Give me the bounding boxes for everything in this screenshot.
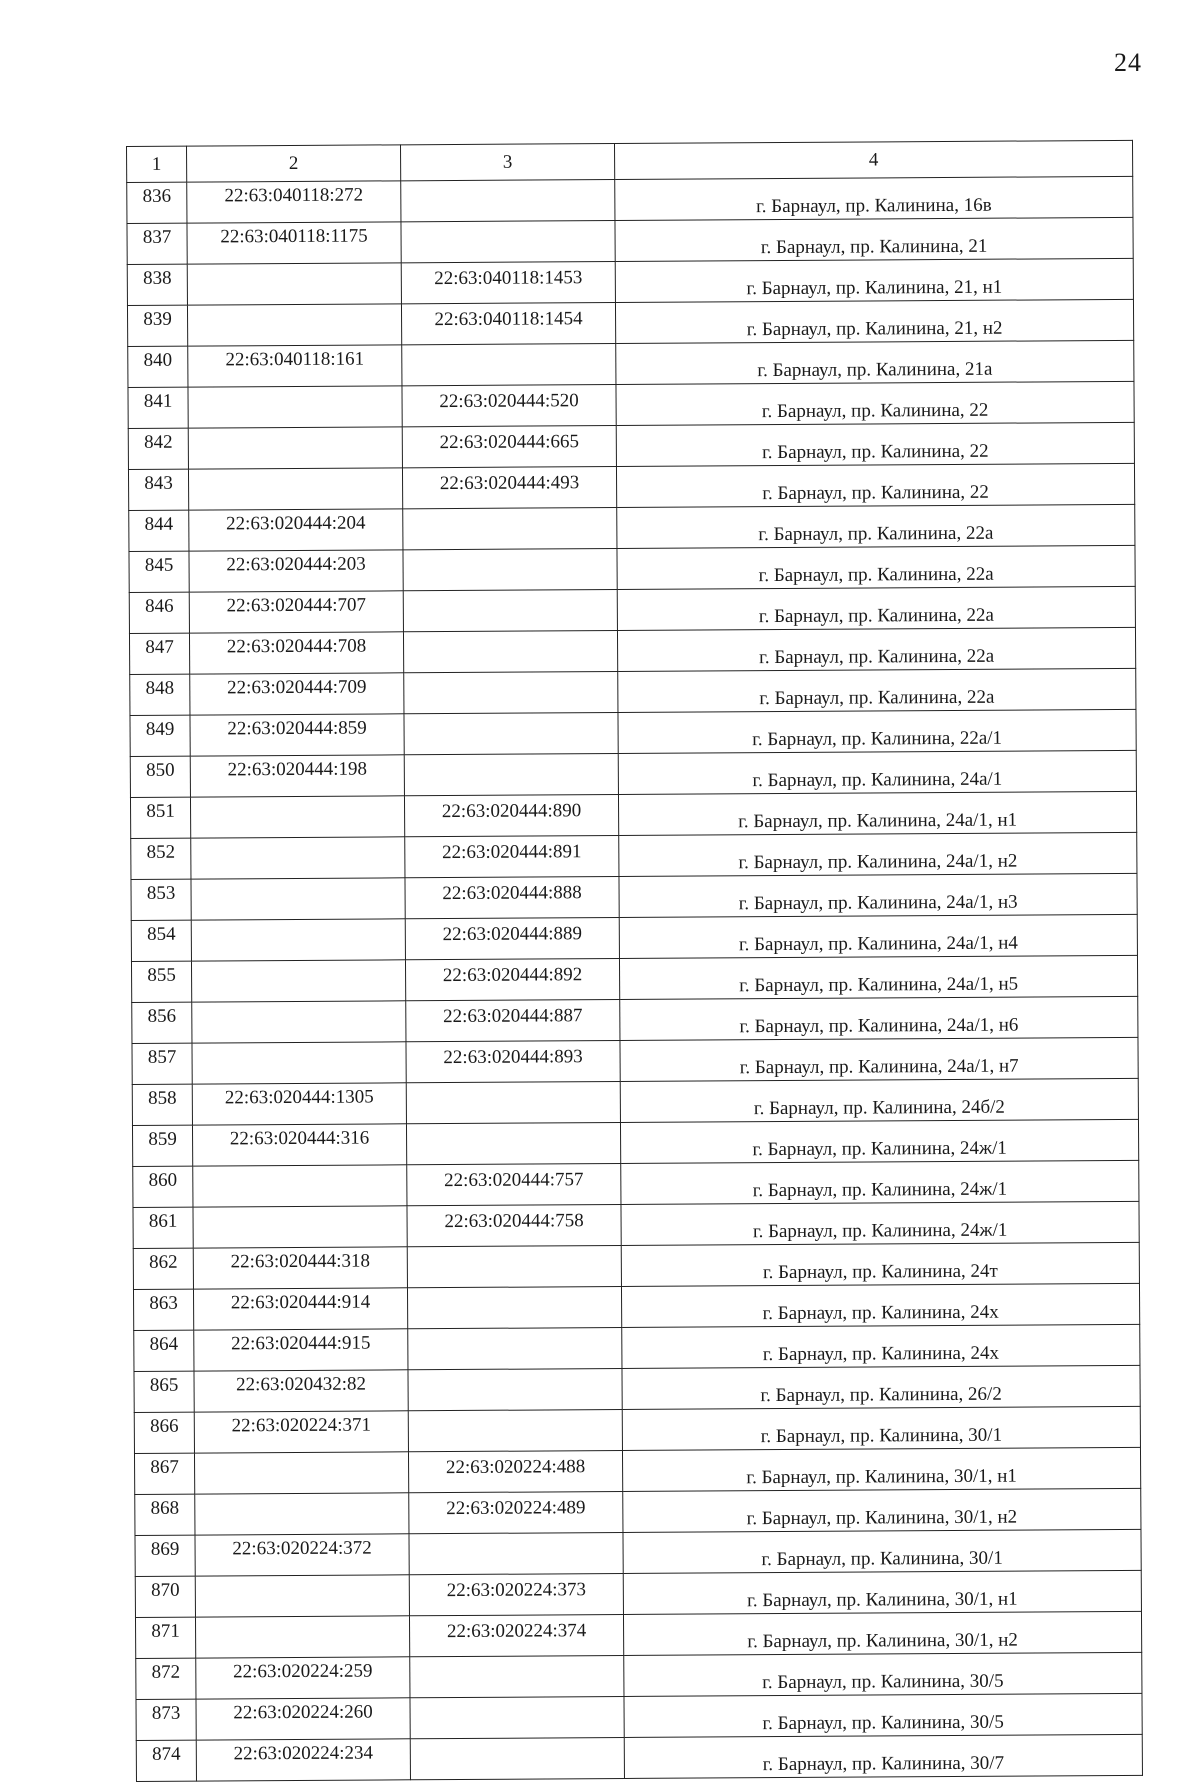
address-cell: г. Барнаул, пр. Калинина, 30/5 bbox=[624, 1693, 1142, 1737]
row-number-cell: 850 bbox=[130, 756, 190, 797]
land-cadastral-number-cell bbox=[188, 386, 402, 428]
column-header-2: 2 bbox=[187, 145, 401, 182]
table-row bbox=[128, 381, 1134, 428]
row-number-cell: 845 bbox=[129, 551, 189, 592]
table-row bbox=[129, 545, 1135, 592]
premises-cadastral-number-cell bbox=[410, 1655, 624, 1697]
row-number-cell: 854 bbox=[131, 920, 191, 961]
premises-cadastral-number-cell bbox=[408, 1409, 622, 1451]
land-cadastral-number-cell bbox=[193, 1165, 407, 1207]
land-cadastral-number-cell: 22:63:020444:1305 bbox=[192, 1083, 406, 1125]
premises-cadastral-number-cell: 22:63:020444:890 bbox=[404, 795, 618, 837]
premises-cadastral-number-cell: 22:63:020444:757 bbox=[407, 1163, 621, 1205]
premises-cadastral-number-cell: 22:63:040118:1453 bbox=[401, 262, 615, 304]
address-cell: г. Барнаул, пр. Калинина, 21а bbox=[616, 340, 1134, 384]
premises-cadastral-number-cell: 22:63:020444:758 bbox=[407, 1204, 621, 1246]
table-row bbox=[132, 996, 1138, 1043]
address-cell: г. Барнаул, пр. Калинина, 24а/1, н6 bbox=[620, 996, 1138, 1040]
premises-cadastral-number-cell bbox=[403, 590, 617, 632]
premises-cadastral-number-cell: 22:63:020444:493 bbox=[402, 467, 616, 509]
land-cadastral-number-cell: 22:63:020444:316 bbox=[192, 1124, 406, 1166]
land-cadastral-number-cell: 22:63:020444:859 bbox=[190, 714, 404, 756]
address-cell: г. Барнаул, пр. Калинина, 24б/2 bbox=[620, 1078, 1138, 1122]
address-cell: г. Барнаул, пр. Калинина, 22 bbox=[616, 381, 1134, 425]
land-cadastral-number-cell bbox=[187, 304, 401, 346]
row-number-cell: 859 bbox=[132, 1125, 192, 1166]
column-header-3: 3 bbox=[400, 144, 614, 181]
table-row bbox=[128, 463, 1134, 510]
land-cadastral-number-cell bbox=[191, 878, 405, 920]
table-row bbox=[133, 1160, 1139, 1207]
land-cadastral-number-cell: 22:63:020444:707 bbox=[189, 591, 403, 633]
address-cell: г. Барнаул, пр. Калинина, 22а bbox=[618, 668, 1136, 712]
address-cell: г. Барнаул, пр. Калинина, 24ж/1 bbox=[621, 1201, 1139, 1245]
row-number-cell: 861 bbox=[133, 1207, 193, 1248]
row-number-cell: 856 bbox=[132, 1002, 192, 1043]
table-row bbox=[133, 1283, 1139, 1330]
address-cell: г. Барнаул, пр. Калинина, 16в bbox=[615, 176, 1133, 220]
address-cell: г. Барнаул, пр. Калинина, 24а/1, н4 bbox=[619, 914, 1137, 958]
land-cadastral-number-cell: 22:63:020444:198 bbox=[190, 755, 404, 797]
table-row bbox=[131, 955, 1137, 1002]
row-number-cell: 849 bbox=[130, 715, 190, 756]
row-number-cell: 838 bbox=[127, 264, 187, 305]
premises-cadastral-number-cell bbox=[410, 1737, 624, 1779]
address-cell: г. Барнаул, пр. Калинина, 24а/1, н5 bbox=[619, 955, 1137, 999]
premises-cadastral-number-cell bbox=[409, 1532, 623, 1574]
address-cell: г. Барнаул, пр. Калинина, 22а bbox=[617, 545, 1135, 589]
row-number-cell: 847 bbox=[129, 633, 189, 674]
land-cadastral-number-cell bbox=[188, 468, 402, 510]
header-row bbox=[127, 140, 1133, 182]
row-number-cell: 846 bbox=[129, 592, 189, 633]
row-number-cell: 841 bbox=[128, 387, 188, 428]
address-cell: г. Барнаул, пр. Калинина, 22 bbox=[616, 422, 1134, 466]
table-row bbox=[130, 668, 1136, 715]
row-number-cell: 863 bbox=[133, 1289, 193, 1330]
premises-cadastral-number-cell bbox=[402, 344, 616, 386]
table-row bbox=[129, 627, 1135, 674]
row-number-cell: 852 bbox=[131, 838, 191, 879]
premises-cadastral-number-cell: 22:63:020444:888 bbox=[405, 877, 619, 919]
address-cell: г. Барнаул, пр. Калинина, 22а bbox=[617, 504, 1135, 548]
table-row bbox=[128, 340, 1134, 387]
row-number-cell: 874 bbox=[136, 1740, 196, 1781]
address-cell: г. Барнаул, пр. Калинина, 30/1 bbox=[622, 1406, 1140, 1450]
premises-cadastral-number-cell: 22:63:020224:374 bbox=[409, 1614, 623, 1656]
land-cadastral-number-cell: 22:63:020444:915 bbox=[194, 1329, 408, 1371]
premises-cadastral-number-cell: 22:63:020224:373 bbox=[409, 1573, 623, 1615]
address-cell: г. Барнаул, пр. Калинина, 22а bbox=[617, 627, 1135, 671]
address-cell: г. Барнаул, пр. Калинина, 30/1, н2 bbox=[623, 1488, 1141, 1532]
table-row bbox=[134, 1447, 1140, 1494]
table-row bbox=[136, 1734, 1142, 1781]
land-cadastral-number-cell: 22:63:020444:709 bbox=[190, 673, 404, 715]
table-row bbox=[130, 791, 1136, 838]
table-row bbox=[131, 832, 1137, 879]
table-row bbox=[127, 176, 1133, 223]
address-cell: г. Барнаул, пр. Калинина, 30/7 bbox=[624, 1734, 1142, 1778]
address-cell: г. Барнаул, пр. Калинина, 24ж/1 bbox=[620, 1119, 1138, 1163]
premises-cadastral-number-cell bbox=[407, 1286, 621, 1328]
premises-cadastral-number-cell: 22:63:020444:520 bbox=[402, 385, 616, 427]
row-number-cell: 864 bbox=[134, 1330, 194, 1371]
address-cell: г. Барнаул, пр. Калинина, 24а/1, н3 bbox=[619, 873, 1137, 917]
table-row bbox=[135, 1611, 1141, 1658]
address-cell: г. Барнаул, пр. Калинина, 30/1, н2 bbox=[623, 1611, 1141, 1655]
address-cell: г. Барнаул, пр. Калинина, 22а bbox=[617, 586, 1135, 630]
row-number-cell: 868 bbox=[135, 1494, 195, 1535]
row-number-cell: 839 bbox=[127, 305, 187, 346]
premises-cadastral-number-cell bbox=[401, 221, 615, 263]
land-cadastral-number-cell bbox=[192, 1001, 406, 1043]
table-row bbox=[132, 1119, 1138, 1166]
premises-cadastral-number-cell bbox=[403, 549, 617, 591]
table-row bbox=[134, 1365, 1140, 1412]
address-cell: г. Барнаул, пр. Калинина, 24а/1 bbox=[618, 750, 1136, 794]
address-cell: г. Барнаул, пр. Калинина, 21 bbox=[615, 217, 1133, 261]
premises-cadastral-number-cell bbox=[407, 1245, 621, 1287]
premises-cadastral-number-cell bbox=[404, 713, 618, 755]
premises-cadastral-number-cell: 22:63:020444:665 bbox=[402, 426, 616, 468]
premises-cadastral-number-cell: 22:63:020224:488 bbox=[408, 1450, 622, 1492]
table-row bbox=[128, 422, 1134, 469]
land-cadastral-number-cell bbox=[194, 1452, 408, 1494]
row-number-cell: 840 bbox=[128, 346, 188, 387]
land-cadastral-number-cell: 22:63:020224:372 bbox=[195, 1534, 409, 1576]
address-cell: г. Барнаул, пр. Калинина, 26/2 bbox=[622, 1365, 1140, 1409]
premises-cadastral-number-cell bbox=[406, 1122, 620, 1164]
address-cell: г. Барнаул, пр. Калинина, 22 bbox=[616, 463, 1134, 507]
column-header-1: 1 bbox=[127, 146, 187, 182]
premises-cadastral-number-cell bbox=[408, 1327, 622, 1369]
premises-cadastral-number-cell bbox=[403, 508, 617, 550]
table-row bbox=[133, 1242, 1139, 1289]
row-number-cell: 855 bbox=[131, 961, 191, 1002]
land-cadastral-number-cell: 22:63:020432:82 bbox=[194, 1370, 408, 1412]
premises-cadastral-number-cell bbox=[408, 1368, 622, 1410]
row-number-cell: 848 bbox=[130, 674, 190, 715]
table-row bbox=[130, 750, 1136, 797]
row-number-cell: 873 bbox=[136, 1699, 196, 1740]
address-cell: г. Барнаул, пр. Калинина, 24а/1, н1 bbox=[618, 791, 1136, 835]
land-cadastral-number-cell: 22:63:020224:234 bbox=[196, 1739, 410, 1781]
row-number-cell: 871 bbox=[135, 1617, 195, 1658]
table-row bbox=[136, 1693, 1142, 1740]
table-row bbox=[132, 1037, 1138, 1084]
premises-cadastral-number-cell bbox=[403, 631, 617, 673]
row-number-cell: 858 bbox=[132, 1084, 192, 1125]
table-header bbox=[127, 140, 1133, 182]
row-number-cell: 857 bbox=[132, 1043, 192, 1084]
premises-cadastral-number-cell bbox=[401, 180, 615, 222]
land-cadastral-number-cell bbox=[187, 263, 401, 305]
address-cell: г. Барнаул, пр. Калинина, 30/1, н1 bbox=[622, 1447, 1140, 1491]
address-cell: г. Барнаул, пр. Калинина, 24ж/1 bbox=[621, 1160, 1139, 1204]
table-row bbox=[130, 709, 1136, 756]
table-row bbox=[129, 586, 1135, 633]
table-row bbox=[136, 1652, 1142, 1699]
land-cadastral-number-cell bbox=[188, 427, 402, 469]
address-cell: г. Барнаул, пр. Калинина, 24х bbox=[621, 1283, 1139, 1327]
table-row bbox=[127, 258, 1133, 305]
table-row bbox=[135, 1570, 1141, 1617]
address-cell: г. Барнаул, пр. Калинина, 21, н2 bbox=[615, 299, 1133, 343]
row-number-cell: 860 bbox=[133, 1166, 193, 1207]
table-row bbox=[127, 217, 1133, 264]
address-cell: г. Барнаул, пр. Калинина, 21, н1 bbox=[615, 258, 1133, 302]
table-row bbox=[131, 914, 1137, 961]
table-row bbox=[129, 504, 1135, 551]
address-cell: г. Барнаул, пр. Калинина, 24т bbox=[621, 1242, 1139, 1286]
row-number-cell: 836 bbox=[127, 182, 187, 223]
row-number-cell: 869 bbox=[135, 1535, 195, 1576]
row-number-cell: 844 bbox=[129, 510, 189, 551]
land-cadastral-number-cell: 22:63:020444:318 bbox=[193, 1247, 407, 1289]
land-cadastral-number-cell bbox=[191, 960, 405, 1002]
premises-cadastral-number-cell bbox=[404, 754, 618, 796]
table-row bbox=[135, 1488, 1141, 1535]
premises-cadastral-number-cell bbox=[410, 1696, 624, 1738]
land-cadastral-number-cell bbox=[193, 1206, 407, 1248]
register-table bbox=[126, 140, 1143, 1782]
table-row bbox=[134, 1324, 1140, 1371]
row-number-cell: 842 bbox=[128, 428, 188, 469]
premises-cadastral-number-cell: 22:63:020444:891 bbox=[405, 836, 619, 878]
column-header-4: 4 bbox=[614, 140, 1132, 179]
premises-cadastral-number-cell: 22:63:020224:489 bbox=[409, 1491, 623, 1533]
land-cadastral-number-cell: 22:63:020444:708 bbox=[189, 632, 403, 674]
table-row bbox=[132, 1078, 1138, 1125]
address-cell: г. Барнаул, пр. Калинина, 24х bbox=[622, 1324, 1140, 1368]
land-cadastral-number-cell bbox=[195, 1493, 409, 1535]
row-number-cell: 866 bbox=[134, 1412, 194, 1453]
table-row bbox=[131, 873, 1137, 920]
land-cadastral-number-cell bbox=[195, 1616, 409, 1658]
premises-cadastral-number-cell: 22:63:020444:887 bbox=[406, 999, 620, 1041]
premises-cadastral-number-cell bbox=[406, 1081, 620, 1123]
land-cadastral-number-cell bbox=[191, 919, 405, 961]
row-number-cell: 870 bbox=[135, 1576, 195, 1617]
premises-cadastral-number-cell: 22:63:040118:1454 bbox=[401, 303, 615, 345]
row-number-cell: 872 bbox=[136, 1658, 196, 1699]
land-cadastral-number-cell bbox=[190, 796, 404, 838]
premises-cadastral-number-cell: 22:63:020444:889 bbox=[405, 918, 619, 960]
address-cell: г. Барнаул, пр. Калинина, 30/5 bbox=[624, 1652, 1142, 1696]
land-cadastral-number-cell: 22:63:020444:914 bbox=[193, 1288, 407, 1330]
land-cadastral-number-cell bbox=[192, 1042, 406, 1084]
row-number-cell: 851 bbox=[130, 797, 190, 838]
land-cadastral-number-cell: 22:63:020444:203 bbox=[189, 550, 403, 592]
land-cadastral-number-cell: 22:63:020224:371 bbox=[194, 1411, 408, 1453]
land-cadastral-number-cell: 22:63:020444:204 bbox=[189, 509, 403, 551]
row-number-cell: 843 bbox=[128, 469, 188, 510]
land-cadastral-number-cell: 22:63:040118:272 bbox=[187, 181, 401, 223]
row-number-cell: 865 bbox=[134, 1371, 194, 1412]
page-number: 24 bbox=[1114, 48, 1142, 77]
land-cadastral-number-cell: 22:63:020224:259 bbox=[196, 1657, 410, 1699]
land-cadastral-number-cell: 22:63:040118:1175 bbox=[187, 222, 401, 264]
land-cadastral-number-cell bbox=[195, 1575, 409, 1617]
land-cadastral-number-cell: 22:63:020224:260 bbox=[196, 1698, 410, 1740]
row-number-cell: 853 bbox=[131, 879, 191, 920]
address-cell: г. Барнаул, пр. Калинина, 30/1 bbox=[623, 1529, 1141, 1573]
premises-cadastral-number-cell: 22:63:020444:893 bbox=[406, 1040, 620, 1082]
table-row bbox=[127, 299, 1133, 346]
row-number-cell: 837 bbox=[127, 223, 187, 264]
land-cadastral-number-cell: 22:63:040118:161 bbox=[188, 345, 402, 387]
address-cell: г. Барнаул, пр. Калинина, 30/1, н1 bbox=[623, 1570, 1141, 1614]
row-number-cell: 867 bbox=[134, 1453, 194, 1494]
premises-cadastral-number-cell: 22:63:020444:892 bbox=[405, 959, 619, 1001]
row-number-cell: 862 bbox=[133, 1248, 193, 1289]
table-row bbox=[133, 1201, 1139, 1248]
table-body bbox=[127, 176, 1143, 1781]
address-cell: г. Барнаул, пр. Калинина, 24а/1, н7 bbox=[620, 1037, 1138, 1081]
premises-cadastral-number-cell bbox=[404, 672, 618, 714]
address-cell: г. Барнаул, пр. Калинина, 24а/1, н2 bbox=[619, 832, 1137, 876]
table-row bbox=[134, 1406, 1140, 1453]
address-cell: г. Барнаул, пр. Калинина, 22а/1 bbox=[618, 709, 1136, 753]
table-row bbox=[135, 1529, 1141, 1576]
land-cadastral-number-cell bbox=[191, 837, 405, 879]
